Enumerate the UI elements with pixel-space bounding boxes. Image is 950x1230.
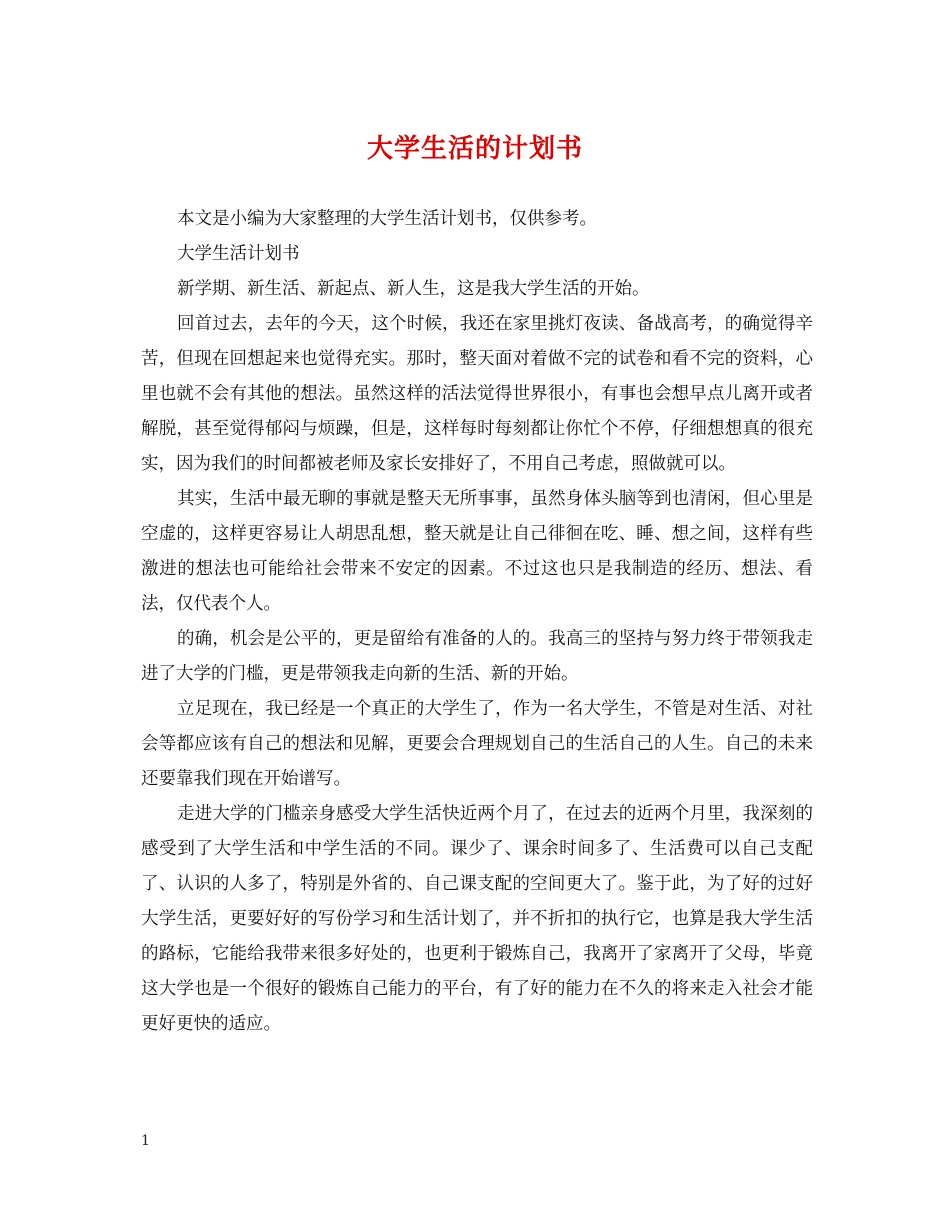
paragraph-heading: 大学生活计划书 (177, 244, 300, 264)
paragraph: 走进大学的门槛亲身感受大学生活快近两个月了，在过去的近两个月里，我深刻的感受到了大学生活和中学生活的不同。课少了、课余时间多了、生活费可以自己支配了、认识的人多了，特别是外省的、自己课支配的空间更大了。鉴于此，为了好的过好大学生活，更要好好的写份学习和生活计划了，并不折扣的执行它，也算是我大学生活的路标，它能给我带来很多好处的，也更利于锻炼自己，我离开了家离开了父母，毕竟这大学也是一个很好的锻炼自己能力的平台，有了好的能力在不久的将来走入社会才能更好更快的适应。 (141, 804, 813, 1034)
paragraph: 的确，机会是公平的，更是留给有准备的人的。我高三的坚持与努力终于带领我走进了大学的门槛，更是带领我走向新的生活、新的开始。 (141, 629, 813, 684)
paragraph: 新学期、新生活、新起点、新人生，这是我大学生活的开始。 (177, 279, 650, 299)
paragraph: 回首过去，去年的今天，这个时候，我还在家里挑灯夜读、备战高考，的确觉得辛苦，但现在回想起来也觉得充实。那时，整天面对着做不完的试卷和看不完的资料，心里也就不会有其他的想法。虽然这样的活法觉得世界很小，有事也会想早点儿离开或者解脱，甚至觉得郁闷与烦躁，但是，这样每时每刻都让你忙个不停，仔细想想真的很充实，因为我们的时间都被老师及家长安排好了，不用自己考虑，照做就可以。 (141, 314, 813, 474)
page-number: 1 (141, 1133, 150, 1149)
paragraph-intro: 本文是小编为大家整理的大学生活计划书，仅供参考。 (177, 209, 597, 229)
document-title: 大学生活的计划书 (366, 134, 583, 164)
paragraph: 立足现在，我已经是一个真正的大学生了，作为一名大学生，不管是对生活、对社会等都应该有自己的想法和见解，更要会合理规划自己的生活自己的人生。自己的未来还要靠我们现在开始谱写。 (141, 699, 813, 789)
paragraph: 其实，生活中最无聊的事就是整天无所事事，虽然身体头脑等到也清闲，但心里是空虚的，这样更容易让人胡思乱想，整天就是让自己徘徊在吃、睡、想之间，这样有些激进的想法也可能给社会带来不安定的因素。不过这也只是我制造的经历、想法、看法，仅代表个人。 (141, 489, 813, 614)
document-body (141, 202, 813, 1042)
